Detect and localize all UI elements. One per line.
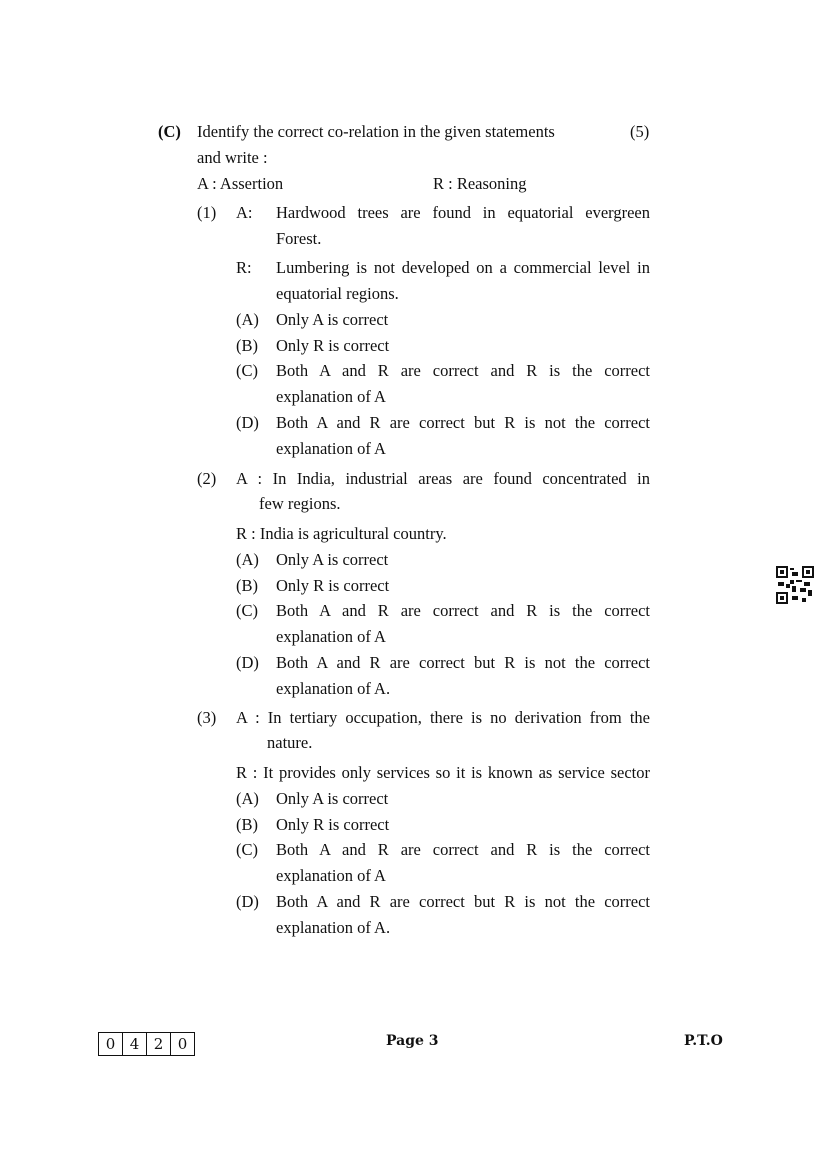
option-text: Both A and R are correct and R is the correct <box>276 601 650 621</box>
instruction-line: Identify the correct co-relation in the given statements <box>197 122 555 141</box>
option-label: (B) <box>236 575 258 595</box>
question-number: (3) <box>197 708 217 727</box>
option-text: Both A and R are correct but R is not the correct <box>276 652 650 672</box>
reason-label: R: <box>236 258 252 277</box>
assertion-text: Forest. <box>276 229 322 248</box>
option-label: (D) <box>236 652 259 672</box>
option-label: (A) <box>236 550 259 569</box>
option-text: Both A and R are correct but R is not the correct <box>276 412 650 432</box>
code-digit: 0 <box>177 1035 188 1053</box>
assertion-legend: A : Assertion <box>197 174 284 193</box>
assertion-text: A : In tertiary occupation, there is no derivation from the <box>236 708 650 727</box>
code-digit: 4 <box>123 1033 147 1055</box>
reason-text: equatorial regions. <box>276 284 399 303</box>
option-text: explanation of A <box>276 438 386 458</box>
option-text: Only R is correct <box>276 335 390 355</box>
option-text: explanation of A <box>276 387 386 407</box>
section-label: (C) <box>158 122 181 141</box>
option-text: explanation of A <box>276 627 386 647</box>
assertion-text: few regions. <box>259 494 341 513</box>
option-label: (D) <box>236 891 259 911</box>
assertion-label: A: <box>236 203 253 222</box>
option-text: Both A and R are correct and R is the correct <box>276 361 650 381</box>
reason-text: Lumbering is not developed on a commercial level in <box>276 258 650 277</box>
reason-text: R : India is agricultural country. <box>236 524 447 543</box>
option-text: explanation of A. <box>276 678 391 698</box>
assertion-text: A : In India, industrial areas are found concentrated in <box>236 469 650 488</box>
question-number: (1) <box>197 203 217 222</box>
qr-code-icon <box>776 566 814 604</box>
option-label: (C) <box>236 840 258 860</box>
instruction-line: and write : <box>197 148 268 167</box>
assertion-text: nature. <box>267 733 313 752</box>
page-number: Page 3 <box>386 1033 439 1049</box>
code-digit: 2 <box>147 1033 171 1055</box>
option-text: explanation of A <box>276 866 386 886</box>
option-text: Only R is correct <box>276 814 390 834</box>
reasoning-legend: R : Reasoning <box>433 174 527 193</box>
marks: (5) <box>630 122 650 141</box>
option-label: (C) <box>236 361 258 381</box>
option-text: Only A is correct <box>276 789 389 808</box>
option-text: Only A is correct <box>276 550 389 569</box>
option-text: Only A is correct <box>276 310 389 329</box>
option-text: Both A and R are correct and R is the correct <box>276 840 650 860</box>
reason-text: R : It provides only services so it is known as service sector <box>236 763 650 782</box>
code-digit: 0 <box>99 1033 123 1055</box>
question-number: (2) <box>197 469 217 488</box>
option-label: (C) <box>236 601 258 621</box>
option-label: (D) <box>236 412 259 432</box>
option-label: (B) <box>236 335 258 355</box>
option-label: (A) <box>236 789 259 808</box>
option-text: Only R is correct <box>276 575 390 595</box>
option-text: explanation of A. <box>276 917 391 937</box>
assertion-text: Hardwood trees are found in equatorial evergreen <box>276 203 650 222</box>
option-label: (A) <box>236 310 259 329</box>
option-label: (B) <box>236 814 258 834</box>
option-text: Both A and R are correct but R is not the correct <box>276 891 650 911</box>
pto-label: P.T.O <box>684 1033 723 1049</box>
paper-code-boxes <box>98 1032 195 1056</box>
